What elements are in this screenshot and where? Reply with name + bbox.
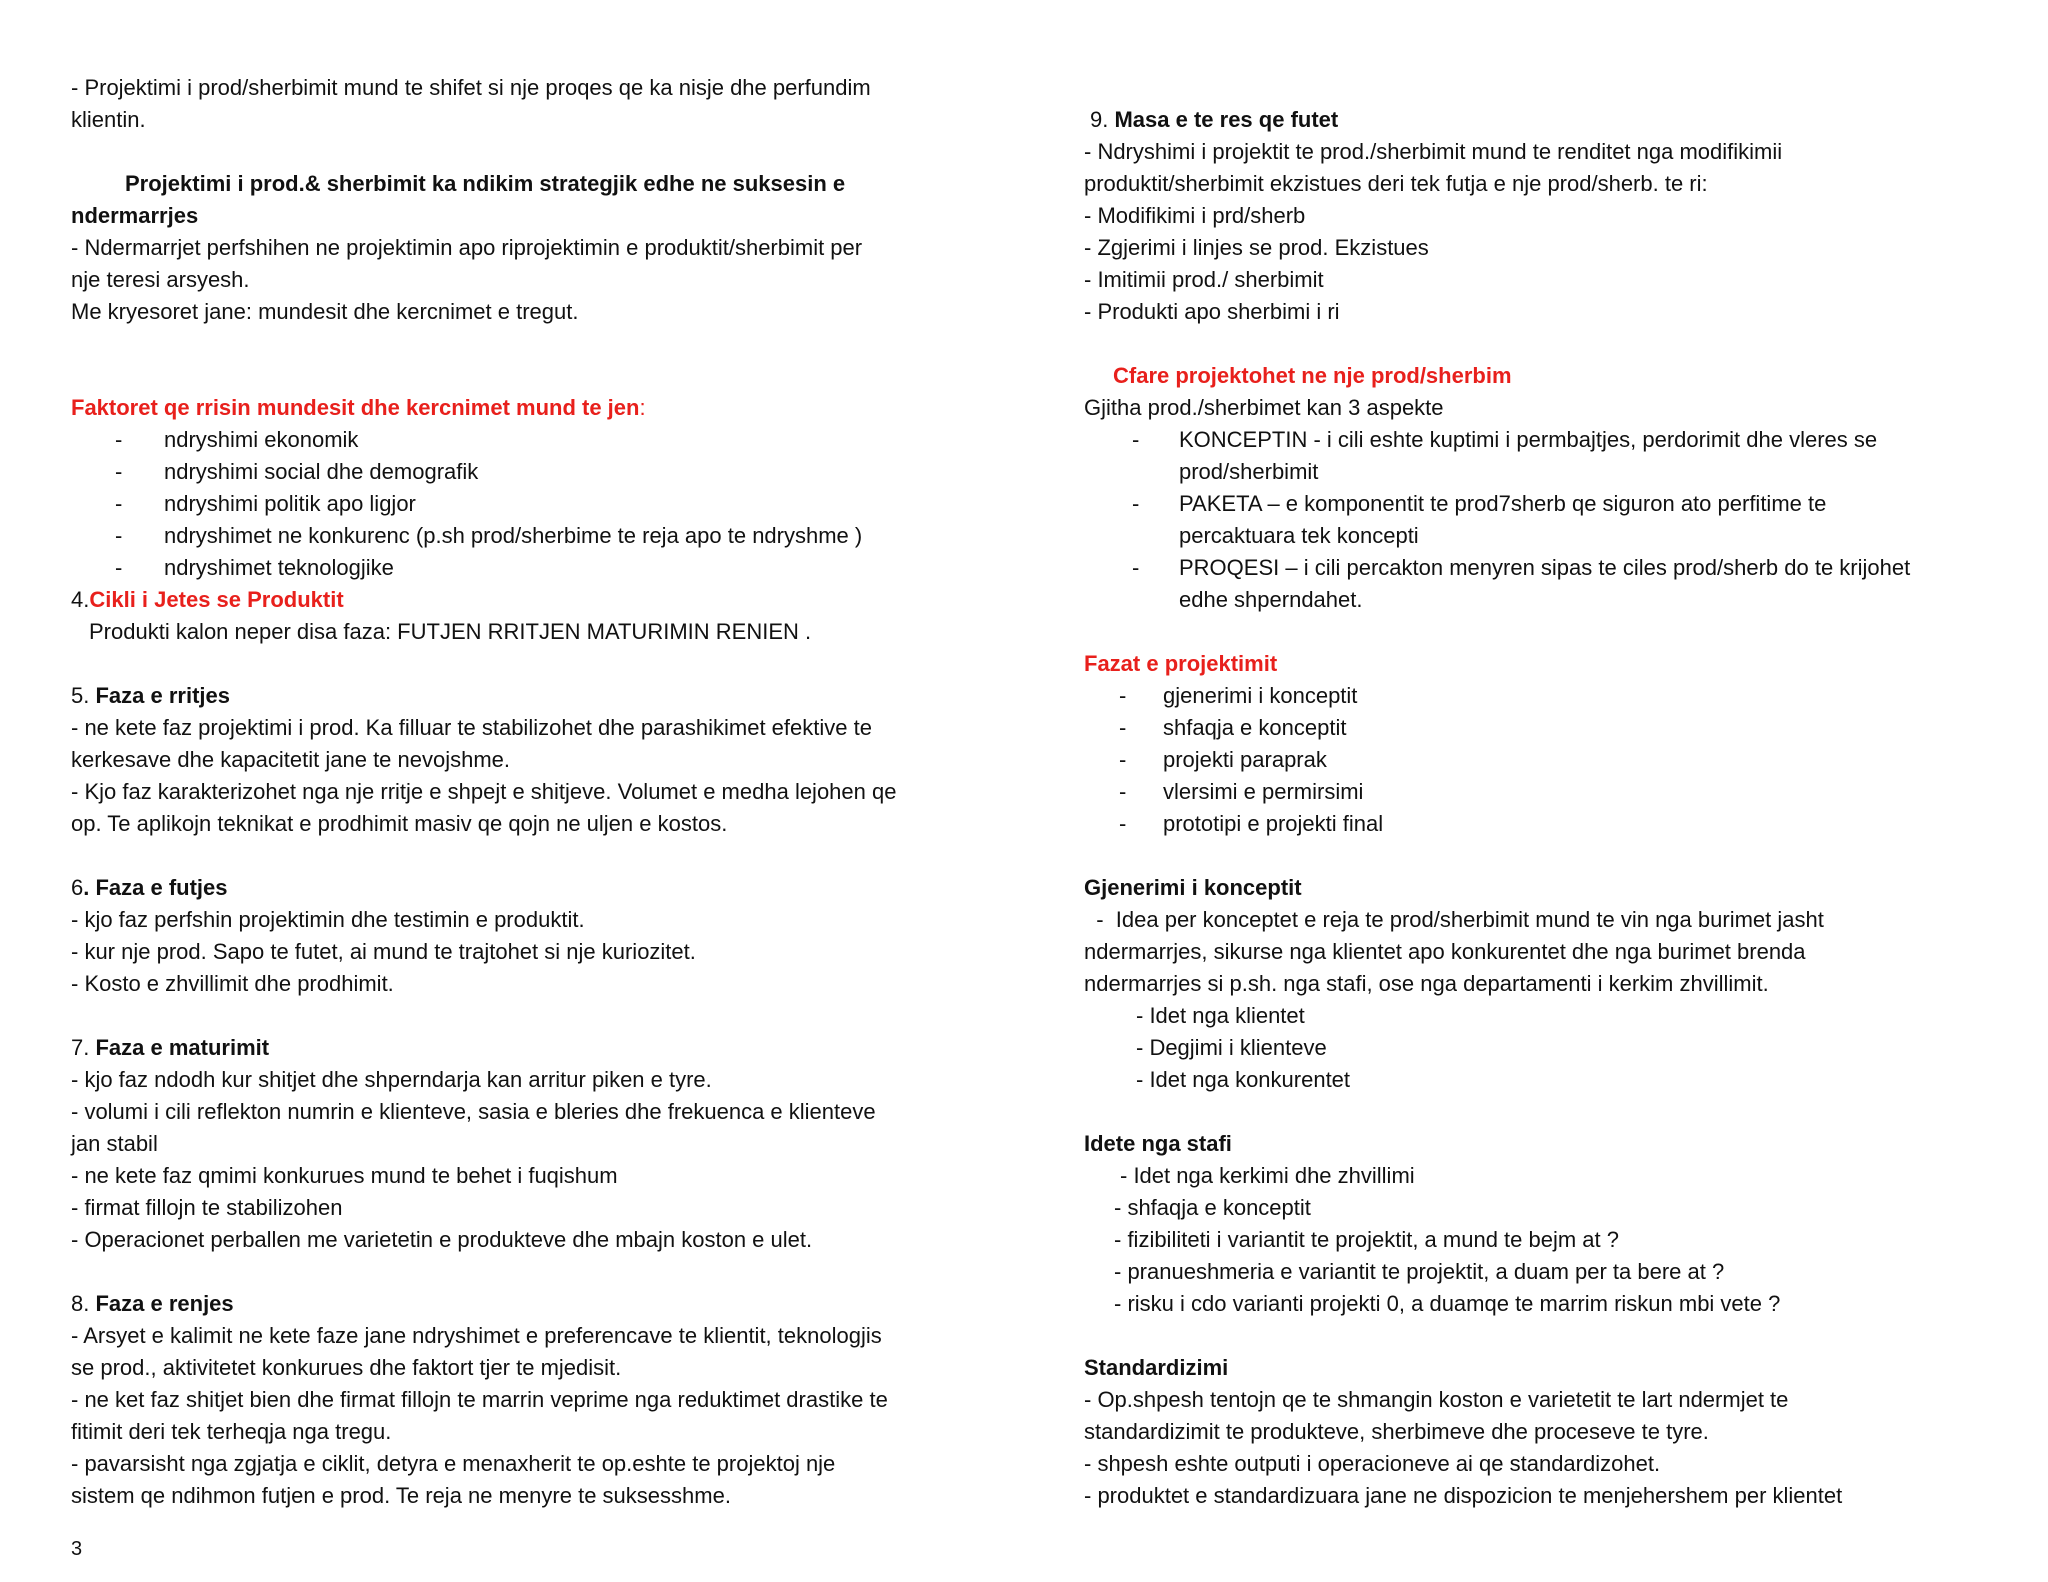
section-number: 5. bbox=[71, 683, 96, 708]
cycle-title: Cikli i Jetes se Produktit bbox=[89, 587, 344, 612]
maturity-heading bbox=[71, 1032, 269, 1064]
paragraph-line: - volumi i cili reflekton numrin e klienteve, sasia e bleries dhe frekuenca e klienteve bbox=[71, 1099, 876, 1124]
factors-colon: : bbox=[639, 395, 646, 420]
section-number: 7. bbox=[71, 1035, 96, 1060]
list-item bbox=[1119, 808, 1919, 840]
list-item: - pranueshmeria e variantit te projektit, a duam per ta bere at ? bbox=[1114, 1259, 1725, 1284]
bullet-dash: - bbox=[1119, 683, 1127, 708]
list-item bbox=[1132, 424, 2012, 456]
paragraph-line: standardizimit te produkteve, sherbimeve dhe proceseve te tyre. bbox=[1084, 1419, 1709, 1444]
list-item bbox=[115, 488, 915, 520]
factors-heading bbox=[71, 392, 646, 424]
paragraph-line: - kjo faz perfshin projektimin dhe testimin e produktit. bbox=[71, 907, 585, 932]
paragraph-line: ndermarrjes si p.sh. nga stafi, ose nga departamenti i kerkim zhvillimit. bbox=[1084, 971, 1769, 996]
paragraph-line: - produktet e standardizuara jane ne dispozicion te menjehershem per klientet bbox=[1084, 1483, 1843, 1508]
paragraph-line: - Zgjerimi i linjes se prod. Ekzistues bbox=[1084, 235, 1429, 260]
paragraph-line: - firmat fillojn te stabilizohen bbox=[71, 1195, 343, 1220]
masa-title: Masa e te res qe futet bbox=[1114, 107, 1339, 132]
paragraph-line: - Imitimii prod./ sherbimit bbox=[1084, 267, 1324, 292]
list-item: - Idet nga klientet bbox=[1136, 1003, 1305, 1028]
masa-heading bbox=[1090, 104, 1338, 136]
list-item-text: vlersimi e permirsimi bbox=[1163, 779, 1364, 804]
list-item bbox=[115, 456, 915, 488]
section-number: 4. bbox=[71, 587, 90, 612]
list-item bbox=[1119, 680, 1919, 712]
list-item-text: ndryshimet ne konkurenc (p.sh prod/sherbime te reja apo te ndryshme ) bbox=[164, 523, 863, 548]
maturity-title: Faza e maturimit bbox=[95, 1035, 270, 1060]
paragraph-line: ndermarrjes, sikurse nga klientet apo konkurentet dhe nga burimet brenda bbox=[1084, 939, 1806, 964]
std-heading: Standardizimi bbox=[1084, 1355, 1229, 1380]
section-number: 8. bbox=[71, 1291, 96, 1316]
paragraph-line: op. Te aplikojn teknikat e prodhimit masiv qe qojn ne uljen e kostos. bbox=[71, 811, 728, 836]
bullet-dash: - bbox=[1119, 811, 1127, 836]
paragraph-line: jan stabil bbox=[71, 1131, 158, 1156]
list-item: - shfaqja e konceptit bbox=[1114, 1195, 1311, 1220]
paragraph-line: - Produkti apo sherbimi i ri bbox=[1084, 299, 1340, 324]
list-item: - risku i cdo varianti projekti 0, a duamqe te marrim riskun mbi vete ? bbox=[1114, 1291, 1781, 1316]
growth-heading bbox=[71, 680, 230, 712]
list-item: - fizibiliteti i variantit te projektit, a mund te bejm at ? bbox=[1114, 1227, 1619, 1252]
bullet-dash: - bbox=[1132, 555, 1140, 580]
paragraph-line: - Kosto e zhvillimit dhe prodhimit. bbox=[71, 971, 394, 996]
paragraph-line: - Projektimi i prod/sherbimit mund te shifet si nje proqes qe ka nisje dhe perfundim bbox=[71, 75, 871, 100]
list-item: - Idet nga konkurentet bbox=[1136, 1067, 1351, 1092]
paragraph-line: - Ndermarrjet perfshihen ne projektimin apo riprojektimin e produktit/sherbimit per bbox=[71, 235, 863, 260]
stages-heading: Fazat e projektimit bbox=[1084, 651, 1278, 676]
staff-heading: Idete nga stafi bbox=[1084, 1131, 1232, 1156]
paragraph-line: - ne ket faz shitjet bien dhe firmat fillojn te marrin veprime nga reduktimet drastike te bbox=[71, 1387, 888, 1412]
bullet-dash: - bbox=[1119, 779, 1127, 804]
paragraph-line: produktit/sherbimit ekzistues deri tek futja e nje prod/sherb. te ri: bbox=[1084, 171, 1708, 196]
paragraph-line: - Kjo faz karakterizohet nga nje rritje e shpejt e shitjeve. Volumet e medha lejohen qe bbox=[71, 779, 897, 804]
list-item-continuation: prod/sherbimit bbox=[1179, 459, 1319, 484]
paragraph-line: - ne kete faz qmimi konkurues mund te behet i fuqishum bbox=[71, 1163, 618, 1188]
paragraph-line: - shpesh eshte outputi i operacioneve ai qe standardizohet. bbox=[1084, 1451, 1661, 1476]
right-column bbox=[1084, 0, 2024, 1582]
list-item-text: ndryshimi politik apo ligjor bbox=[164, 491, 416, 516]
intro-heading bbox=[71, 872, 228, 904]
list-item-text: ndryshimi ekonomik bbox=[164, 427, 359, 452]
paragraph-line: nje teresi arsyesh. bbox=[71, 267, 250, 292]
factors-title: Faktoret qe rrisin mundesit dhe kercnimet mund te jen bbox=[71, 395, 640, 420]
list-item: - Degjimi i klienteve bbox=[1136, 1035, 1327, 1060]
list-item-text: projekti paraprak bbox=[1163, 747, 1327, 772]
bullet-dash: - bbox=[115, 555, 123, 580]
list-item-continuation: edhe shperndahet. bbox=[1179, 587, 1363, 612]
paragraph-line: fitimit deri tek terheqja nga tregu. bbox=[71, 1419, 392, 1444]
list-item bbox=[1119, 744, 1919, 776]
paragraph-line: Gjitha prod./sherbimet kan 3 aspekte bbox=[1084, 395, 1444, 420]
paragraph-line: - ne kete faz projektimi i prod. Ka filluar te stabilizohet dhe parashikimet efektive te bbox=[71, 715, 872, 740]
page-number: 3 bbox=[71, 1538, 83, 1560]
left-column bbox=[71, 0, 1011, 1582]
cycle-heading bbox=[71, 584, 344, 616]
list-item-text: ndryshimi social dhe demografik bbox=[164, 459, 479, 484]
intro-title: . Faza e futjes bbox=[83, 875, 228, 900]
list-item-continuation: percaktuara tek koncepti bbox=[1179, 523, 1419, 548]
bullet-dash: - bbox=[1119, 715, 1127, 740]
paragraph-line: Me kryesoret jane: mundesit dhe kercnimet e tregut. bbox=[71, 299, 579, 324]
list-item bbox=[1132, 488, 2012, 520]
list-item bbox=[1119, 776, 1919, 808]
list-item-text: prototipi e projekti final bbox=[1163, 811, 1384, 836]
list-item-text: PROQESI – i cili percakton menyren sipas te ciles prod/sherb do te krijohet bbox=[1179, 555, 1911, 580]
list-item bbox=[1132, 552, 2012, 584]
paragraph-line: - Arsyet e kalimit ne kete faze jane ndryshimet e preferencave te klientit, teknologjis bbox=[71, 1323, 882, 1348]
list-item bbox=[115, 520, 915, 552]
section-heading: ndermarrjes bbox=[71, 203, 199, 228]
bullet-dash: - bbox=[115, 491, 123, 516]
paragraph-line: - Op.shpesh tentojn qe te shmangin koston e varietetit te lart ndermjet te bbox=[1084, 1387, 1789, 1412]
list-item-text: ndryshimet teknologjike bbox=[164, 555, 394, 580]
list-item bbox=[115, 552, 915, 584]
growth-title: Faza e rritjes bbox=[95, 683, 230, 708]
paragraph-line: - Idea per konceptet e reja te prod/sherbimit mund te vin nga burimet jasht bbox=[1084, 907, 1824, 932]
what-heading: Cfare projektohet ne nje prod/sherbim bbox=[1113, 363, 1512, 388]
section-heading: Projektimi i prod.& sherbimit ka ndikim strategjik edhe ne suksesin e bbox=[125, 171, 846, 196]
list-item bbox=[1119, 712, 1919, 744]
list-item bbox=[115, 424, 915, 456]
paragraph-line: - pavarsisht nga zgjatja e ciklit, detyra e menaxherit te op.eshte te projektoj nje bbox=[71, 1451, 836, 1476]
paragraph-line: se prod., aktivitetet konkurues dhe faktort tjer te mjedisit. bbox=[71, 1355, 622, 1380]
paragraph-line: klientin. bbox=[71, 107, 146, 132]
section-number: 9. bbox=[1090, 107, 1115, 132]
list-item-text: gjenerimi i konceptit bbox=[1163, 683, 1358, 708]
bullet-dash: - bbox=[115, 523, 123, 548]
bullet-dash: - bbox=[1132, 491, 1140, 516]
gen-heading: Gjenerimi i konceptit bbox=[1084, 875, 1302, 900]
phases-line: Produkti kalon neper disa faza: FUTJEN RRITJEN MATURIMIN RENIEN . bbox=[89, 619, 812, 644]
decline-heading bbox=[71, 1288, 234, 1320]
paragraph-line: sistem qe ndihmon futjen e prod. Te reja ne menyre te suksesshme. bbox=[71, 1483, 731, 1508]
section-number: 6 bbox=[71, 875, 84, 900]
bullet-dash: - bbox=[1119, 747, 1127, 772]
paragraph-line: - Modifikimi i prd/sherb bbox=[1084, 203, 1306, 228]
bullet-dash: - bbox=[115, 459, 123, 484]
paragraph-line: - Operacionet perballen me varietetin e produkteve dhe mbajn koston e ulet. bbox=[71, 1227, 813, 1252]
paragraph-line: - kur nje prod. Sapo te futet, ai mund te trajtohet si nje kuriozitet. bbox=[71, 939, 696, 964]
paragraph-line: - Ndryshimi i projektit te prod./sherbimit mund te renditet nga modifikimii bbox=[1084, 139, 1783, 164]
bullet-dash: - bbox=[1132, 427, 1140, 452]
list-item: - Idet nga kerkimi dhe zhvillimi bbox=[1120, 1163, 1415, 1188]
paragraph-line: kerkesave dhe kapacitetit jane te nevojshme. bbox=[71, 747, 511, 772]
list-item-text: shfaqja e konceptit bbox=[1163, 715, 1347, 740]
decline-title: Faza e renjes bbox=[95, 1291, 234, 1316]
list-item-text: PAKETA – e komponentit te prod7sherb qe siguron ato perfitime te bbox=[1179, 491, 1827, 516]
bullet-dash: - bbox=[115, 427, 123, 452]
list-item-text: KONCEPTIN - i cili eshte kuptimi i permbajtjes, perdorimit dhe vleres se bbox=[1179, 427, 1878, 452]
paragraph-line: - kjo faz ndodh kur shitjet dhe shperndarja kan arritur piken e tyre. bbox=[71, 1067, 712, 1092]
